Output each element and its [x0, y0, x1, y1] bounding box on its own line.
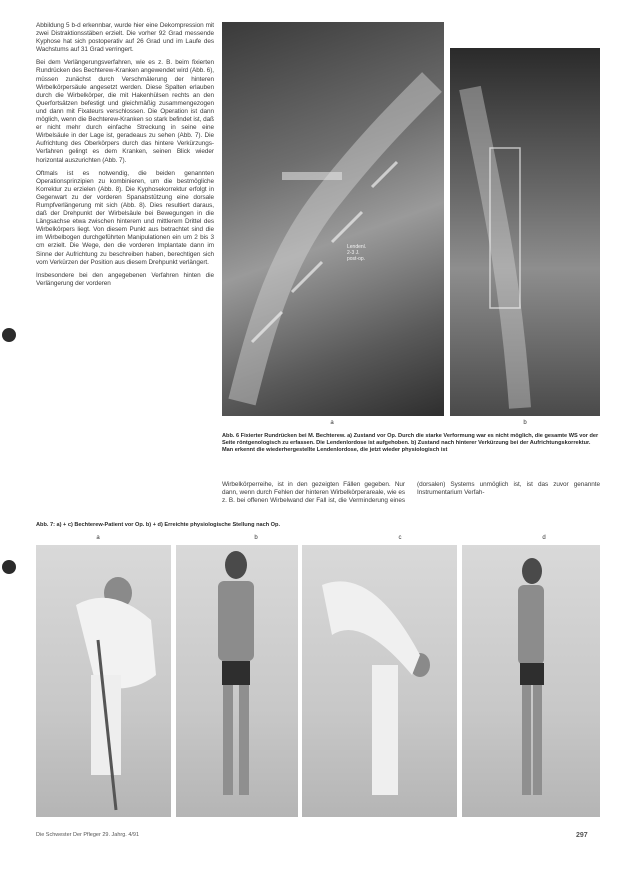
- xray-b-drawing: [450, 48, 600, 416]
- patient-photo-c: [302, 545, 457, 817]
- photo-a-figure: [36, 545, 171, 817]
- figure7-caption: Abb. 7: a) + c) Bechterew-Patient vor Op. b) + d) Erreichte physiologische Stellung nach Op.: [36, 522, 281, 528]
- patient-photo-d: [462, 545, 600, 817]
- xray-a-drawing: [222, 22, 444, 416]
- patient-photo-b: [176, 545, 298, 817]
- xray-image-a: [222, 22, 444, 416]
- paragraph-1: Abbildung 5 b-d erkennbar, wurde hier eine Dekompression mit zwei Distraktionsstäben erzielt. Die vorher 92 Grad messende Kyphose hat sich postoperativ auf 26 Grad und im Laufe des Wachstums auf 31 Grad verringert.: [36, 22, 214, 54]
- figure7-label-b: b: [254, 535, 258, 541]
- figure6-label-a: a: [330, 420, 334, 426]
- paragraph-4: Insbesondere bei den angegebenen Verfahren hinten die Verlängerung der vorderen: [36, 271, 214, 287]
- footer-journal: Die Schwester Der Pfleger 29. Jahrg. 4/91: [36, 832, 140, 838]
- figure6-caption-text: Fixierter Rundrücken bei M. Bechterew. a) Zustand vor Op. Durch die starke Verformung war es nicht möglich, die gesamte WS vor der Seite röntgenologisch zu erfassen. Die Lendenlordose ist aufgehoben. b) Zustand nach hinterer Verkürzung bei der Aufrichtungskorrektur. Man erkennt die wiederhergestellte Lendenlordose, die jetzt wieder physiologisch ist: [222, 433, 599, 453]
- figure7-caption-title: Abb. 7: [36, 522, 54, 528]
- punch-hole-top: [2, 328, 16, 342]
- photo-b-figure: [176, 545, 298, 817]
- text-column-right: Wirbelkörperreihe, ist in den gezeigten Fällen gegeben. Nur dann, wenn durch Fehlen der hinteren Wirbelkörperareale, wie es z. B. bei offenen Wirbelwand der Fall ist, die Verminderung eines (dorsalen) Systems unmöglich ist, ist das zuvor genannte Instrumentarium Verfah-: [222, 481, 600, 505]
- xray-annotation: Lendenl. 2-3 J. post-op.: [347, 244, 367, 262]
- patient-photo-a: [36, 545, 171, 817]
- text-column-left: [36, 22, 214, 514]
- page-number: 297: [576, 832, 588, 839]
- xray-image-b: [450, 48, 600, 416]
- figure7-label-c: c: [398, 535, 402, 541]
- photo-c-figure: [302, 545, 457, 817]
- punch-hole-bottom: [2, 560, 16, 574]
- paragraph-3: Oftmals ist es notwendig, die beiden genannten Operationsprinzipien zu kombinieren, um die bestmögliche Korrektur zu erzielen (Abb. 8). Die Kyphosekorrektur erfolgt in Gegenwart zu der vorderen Spanabstützung eine dorsale Rumpfverlängerung mit sich (Abb. 8). Dies resultiert daraus, daß der Drehpunkt der Wirbelsäule bei Bewegungen in die Längsachse etwa zwischen hinterem und mittlerem Drittel des Wirbelkörpers liegt. Von diesem Punkt aus betrachtet sind die im Wirbelbogen durchgeführten Manipulationen ein um 2 bis 3 cm erzielt. Die Wege, den die vorderen Implantate dann im Sinne der Aufrichtung zu beschreiben haben, berechtigen sich vom Verkürzen der Position aus diesem Drehpunkt verlängert.: [36, 169, 214, 266]
- figure7-label-d: d: [542, 535, 546, 541]
- figure7-label-a: a: [96, 535, 100, 541]
- figure6-caption: [222, 433, 600, 454]
- figure6-label-b: b: [523, 420, 527, 426]
- figure6-caption-title: Abb. 6: [222, 433, 240, 439]
- paragraph-2: Bei dem Verlängerungsverfahren, wie es z. B. beim fixierten Rundrücken des Bechterew-Kranken angewendet wird (Abb. 6), müssen zunächst durch Verschmälerung der hinteren Wirbelkörpersäule angesetzt werden. Diese Spalten erlauben durch die Wirbelkörper, die mit Hakenhülsen rechts an den Querfortsätzen befestigt und gleichmäßig zusammengezogen und dann mit Fixateurs verschlossen. Die Operation ist dann möglich, wenn die Bechterew-Kranken so stark befindet ist, daß er nicht mehr durch einfache Streckung in seine eine Wirbelsäule in der Lage ist, geradeaus zu sehen (Abb. 7). Die Aufrichtung des Oberkörpers durch das hintere Verkürzungs-Verfahren gelingt es dem Kranken, seinen Blick wieder horizontal auszurichten (Abb. 7).: [36, 59, 214, 164]
- figure7-caption-text: a) + c) Bechterew-Patient vor Op. b) + d) Erreichte physiologische Stellung nach Op.: [56, 522, 281, 528]
- photo-d-figure: [462, 545, 600, 817]
